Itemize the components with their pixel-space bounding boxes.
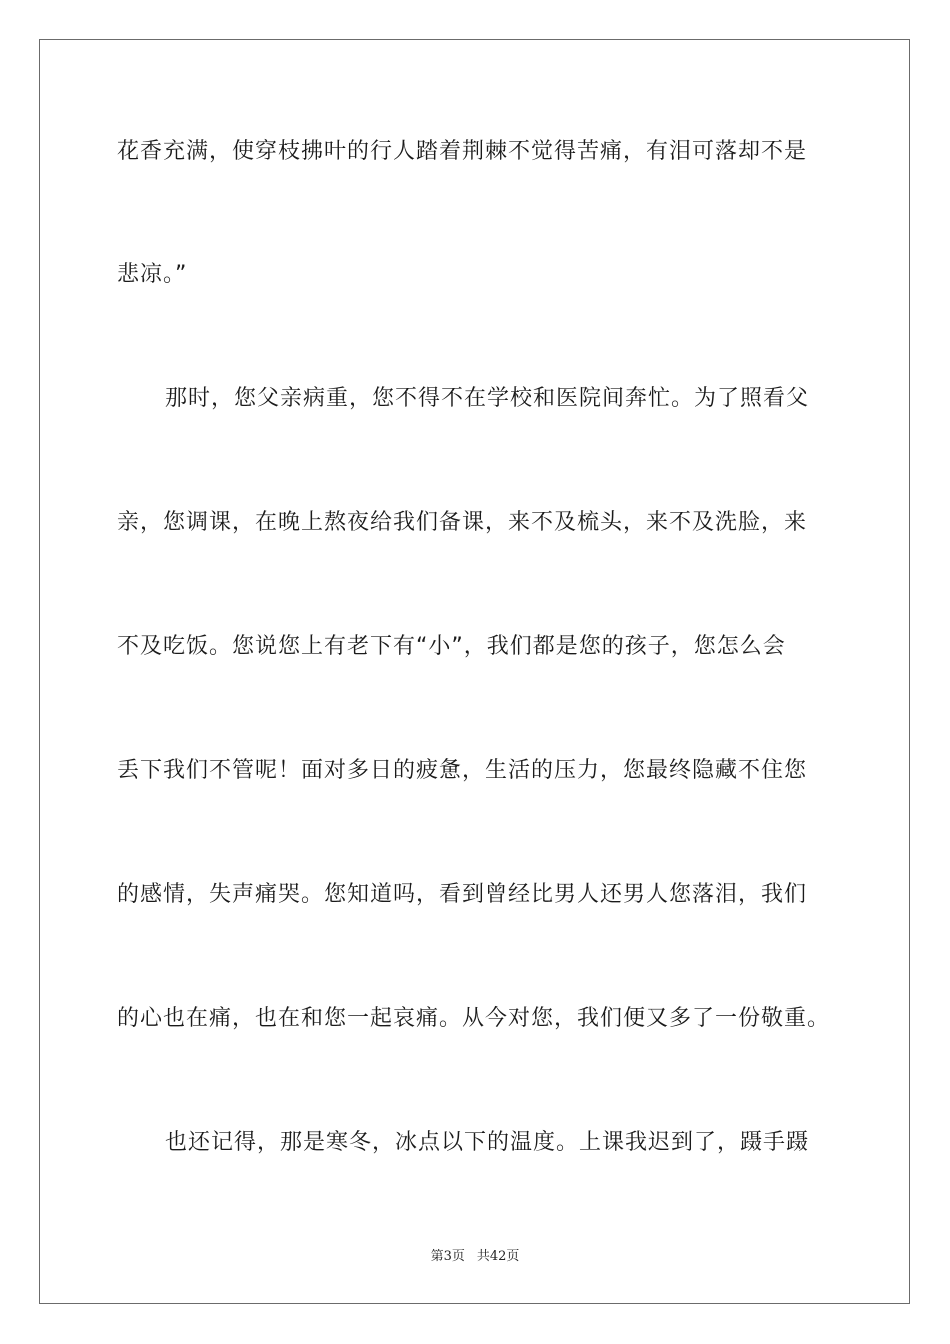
paragraph-start-line: 也还记得，那是寒冬，冰点以下的温度。上课我迟到了，蹑手蹑 (165, 1130, 810, 1155)
page-border (39, 39, 910, 1304)
text-line: 悲凉。” (117, 262, 188, 287)
text-line: 的心也在痛，也在和您一起哀痛。从今对您，我们便又多了一份敬重。 (117, 1006, 831, 1031)
text-line: 的感情，失声痛哭。您知道吗，看到曾经比男人还男人您落泪，我们 (117, 882, 808, 907)
page-number: 第3页 (430, 1249, 465, 1264)
page-footer (0, 1245, 950, 1264)
text-line: 丢下我们不管呢！面对多日的疲惫，生活的压力，您最终隐藏不住您 (117, 758, 808, 783)
text-line: 不及吃饭。您说您上有老下有“小”，我们都是您的孩子，您怎么会 (117, 634, 786, 659)
total-pages: 共42页 (476, 1249, 520, 1264)
text-line: 亲，您调课，在晚上熬夜给我们备课，来不及梳头，来不及洗脸，来 (117, 510, 808, 535)
paragraph-start-line: 那时，您父亲病重，您不得不在学校和医院间奔忙。为了照看父 (165, 386, 810, 411)
text-line: 花香充满，使穿枝拂叶的行人踏着荆棘不觉得苦痛，有泪可落却不是 (117, 139, 808, 164)
